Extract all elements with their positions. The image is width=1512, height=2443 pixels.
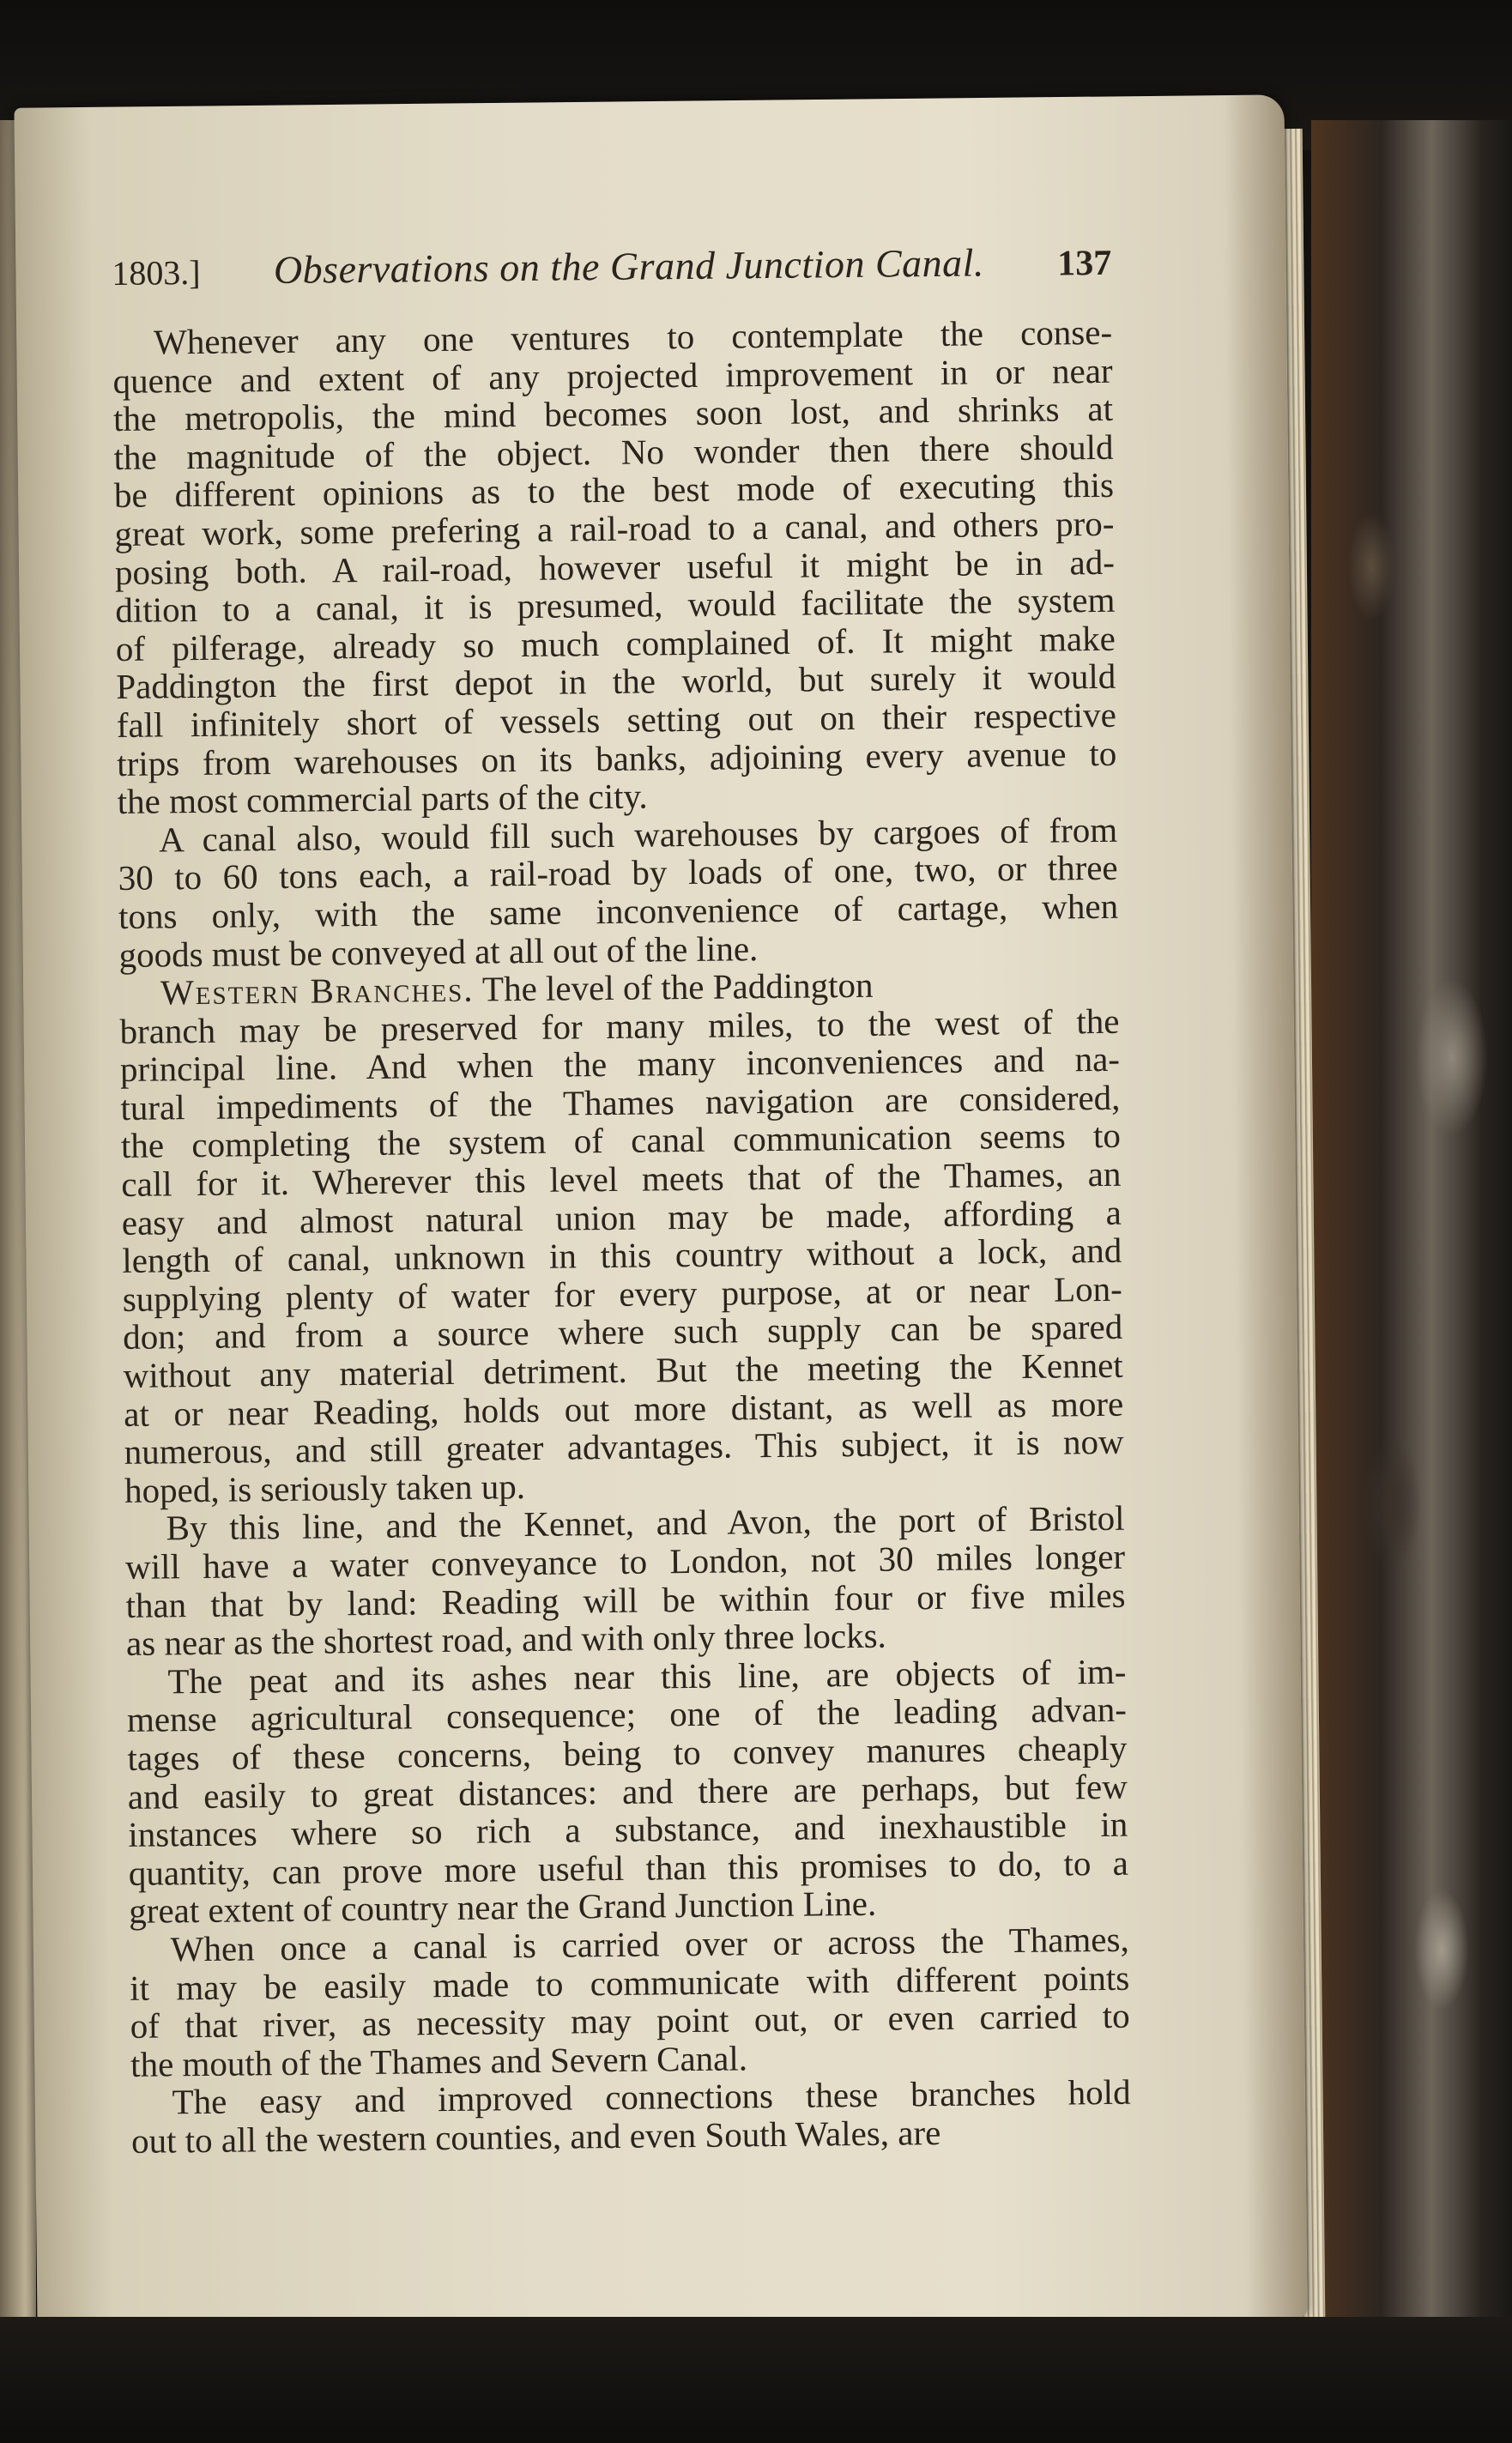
paragraph bbox=[126, 1652, 1128, 1930]
text-line: posing both. A rail-road, however useful it might be in ad- bbox=[114, 541, 1116, 592]
text-line: tural impediments of the Thames navigation are considered, bbox=[120, 1077, 1121, 1128]
text-line: will have a water conveyance to London, not 30 miles longer bbox=[124, 1536, 1126, 1587]
text-line: supplying plenty of water for every purpose, at or near Lon- bbox=[122, 1268, 1122, 1319]
text-line: than that by land: Reading will be within four or five miles bbox=[125, 1575, 1126, 1625]
header-title: Observations on the Grand Junction Canal. bbox=[273, 240, 985, 293]
header-year: 1803.] bbox=[112, 252, 201, 293]
page-number: 137 bbox=[1056, 243, 1112, 284]
text-line: goods must be conveyed at all out of the line. bbox=[118, 928, 759, 975]
text-line-rest: The level of the Paddington bbox=[474, 965, 874, 1009]
text-line: The easy and improved connections these branches hold bbox=[172, 2071, 1131, 2122]
text-line: the mouth of the Thames and Severn Canal. bbox=[130, 2038, 748, 2084]
binding-shadow-bottom bbox=[0, 2317, 1512, 2443]
text-line: don; and from a source where such supply can be spared bbox=[123, 1307, 1123, 1358]
text-line: Whenever any one ventures to contemplate the conse- bbox=[153, 311, 1113, 362]
text-line: at or near Reading, holds out more distant, as well as more bbox=[123, 1383, 1124, 1434]
text-line: the metropolis, the mind becomes soon lost, and shrinks at bbox=[112, 388, 1114, 439]
text-line: 30 to 60 tons each, a rail-road by loads of one, two, or three bbox=[118, 848, 1118, 898]
text-line: The peat and its ashes near this line, are objects of im- bbox=[167, 1651, 1127, 1702]
paragraph bbox=[124, 1499, 1126, 1663]
text-line: When once a canal is carried over or across the Thames, bbox=[170, 1919, 1129, 1969]
text-line: instances where so rich a substance, and inexhaustible in bbox=[128, 1804, 1128, 1855]
text-line: Paddington the first depot in the world, but surely it would bbox=[116, 656, 1116, 707]
text-line: mense agricultural consequence; one of the leading advan- bbox=[126, 1690, 1128, 1740]
text-line: length of canal, unknown in this country without a lock, and bbox=[122, 1230, 1122, 1281]
text-line: great work, some prefering a rail-road to a canal, and others pro- bbox=[114, 503, 1115, 553]
text-line: easy and almost natural union may be made, affording a bbox=[121, 1192, 1122, 1243]
paragraph bbox=[118, 810, 1119, 974]
text-line: as near as the shortest road, and with only three locks. bbox=[125, 1615, 887, 1664]
text-line: be different opinions as to the best mode of executing this bbox=[113, 465, 1115, 516]
text-line: By this line, and the Kennet, and Avon, the port of Bristol bbox=[166, 1498, 1125, 1548]
text-line: it may be easily made to communicate with different points bbox=[129, 1957, 1130, 2008]
text-line: call for it. Wherever this level meets that of the Thames, an bbox=[121, 1153, 1122, 1205]
text-line: tages of these concerns, being to convey manures cheaply bbox=[127, 1727, 1128, 1778]
paragraph bbox=[119, 964, 1124, 1509]
text-line: of pilferage, already so much complained of. It might make bbox=[115, 618, 1116, 668]
text-line: without any material detriment. But the meeting the Kennet bbox=[123, 1345, 1123, 1395]
text-line: fall infinitely short of vessels setting out on their respective bbox=[116, 694, 1116, 745]
text-line: the most commercial parts of the city. bbox=[117, 776, 648, 822]
text-line: the magnitude of the object. No wonder then there should bbox=[113, 426, 1114, 477]
text-line: A canal also, would fill such warehouses by cargoes of from bbox=[158, 809, 1118, 860]
text-line: the completing the system of canal communication seems to bbox=[120, 1116, 1122, 1166]
text-line: principal line. And when the many inconveniences and na- bbox=[119, 1039, 1121, 1090]
running-head bbox=[112, 239, 1111, 294]
body-text bbox=[112, 313, 1131, 2161]
text-line: great extent of country near the Grand Junction Line. bbox=[129, 1884, 877, 1932]
text-line: dition to a canal, it is presumed, would facilitate the system bbox=[115, 579, 1116, 631]
text-line: quantity, can prove more useful than this promises to do, to a bbox=[128, 1842, 1128, 1893]
text-line: quence and extent of any projected improvement in or near bbox=[112, 350, 1113, 401]
paragraph bbox=[112, 313, 1117, 821]
text-line: out to all the western counties, and even South Wales, are bbox=[130, 2112, 941, 2161]
text-line: trips from warehouses on its banks, adjoining every avenue to bbox=[117, 733, 1117, 783]
paragraph bbox=[130, 1920, 1131, 2084]
text-line: and easily to great distances: and there are perhaps, but few bbox=[127, 1766, 1128, 1817]
section-heading: Western Branches. bbox=[160, 969, 475, 1013]
page-content bbox=[112, 239, 1131, 2161]
text-line: of that river, as necessity may point out, or even carried to bbox=[130, 1995, 1130, 2047]
text-line: numerous, and still greater advantages. This subject, it is now bbox=[124, 1421, 1124, 1472]
marbled-cover-board bbox=[1311, 120, 1512, 2351]
text-line: hoped, is seriously taken up. bbox=[124, 1466, 526, 1510]
paragraph bbox=[130, 2073, 1131, 2160]
text-line: tons only, with the same inconvenience of cartage, when bbox=[118, 886, 1119, 936]
text-line: branch may be preserved for many miles, to the west of the bbox=[119, 1001, 1120, 1051]
